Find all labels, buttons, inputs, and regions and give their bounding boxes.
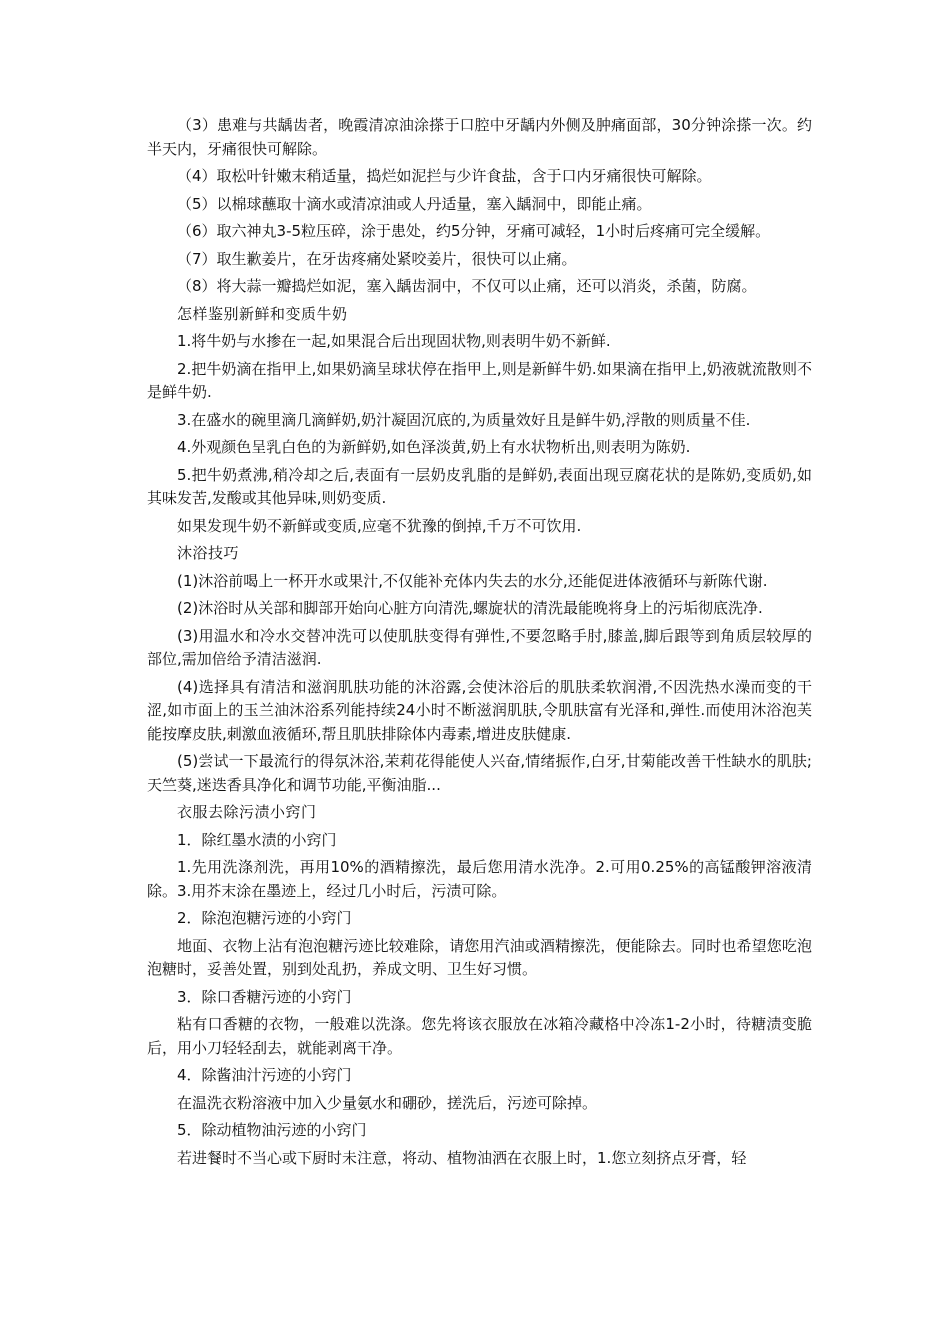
paragraph-milk-2: 2.把牛奶滴在指甲上,如果奶滴呈球状停在指甲上,则是新鲜牛奶.如果滴在指甲上,奶液就流散则不是鲜牛奶. (147, 359, 812, 401)
paragraph-chewing-gum: 粘有口香糖的衣物，一般难以洗涤。您先将该衣服放在冰箱冷藏格中冷冻1-2小时，待糖渍变脆后，用小刀轻轻刮去，就能剥离干净。 (147, 1015, 812, 1057)
paragraph-toothache-3: （3）患难与共龋齿者，晚霞清凉油涂搽于口腔中牙龋内外侧及肿痛面部，30分钟涂搽一次。约半天内，牙痛很快可解除。 (147, 116, 812, 158)
document-page (147, 114, 812, 1174)
paragraph-oil-stain: 若进餐时不当心或下厨时未注意，将动、植物油洒在衣服上时，1.您立刻挤点牙膏，轻 (177, 1148, 747, 1167)
paragraph-toothache-6: （6）取六神丸3-5粒压碎，涂于患处，约5分钟，牙痛可减轻，1小时后疼痛可完全缓解。 (177, 222, 771, 240)
subheading-bubble-gum: 2．除泡泡糖污迹的小窍门 (177, 909, 352, 927)
section-heading-stains: 衣服去除污渍小窍门 (177, 803, 317, 821)
subheading-soy-sauce: 4．除酱油汁污迹的小窍门 (177, 1066, 352, 1084)
subheading-oil-stain: 5．除动植物油污迹的小窍门 (177, 1121, 367, 1139)
paragraph-milk-4: 4.外观颜色呈乳白色的为新鲜奶,如色泽淡黄,奶上有水状物析出,则表明为陈奶. (177, 438, 691, 456)
paragraph-bath-5: (5)尝试一下最流行的得氛沐浴,茉莉花得能使人兴奋,情绪振作,白牙,甘菊能改善干性缺水的肌肤;天竺葵,迷迭香具净化和调节功能,平衡油脂... (147, 752, 812, 794)
paragraph-milk-advice: 如果发现牛奶不新鲜或变质,应毫不犹豫的倒掉,千万不可饮用. (177, 516, 582, 535)
paragraph-red-ink: 1.先用洗涤剂洗，再用10%的酒精擦洗，最后您用清水洗净。2.可用0.25%的高锰酸钾溶液清除。3.用芥末涂在墨迹上，经过几小时后，污渍可除。 (147, 858, 812, 900)
paragraph-bath-2: (2)沐浴时从关部和脚部开始向心脏方向清洗,螺旋状的清洗最能晚将身上的污垢彻底洗净. (177, 599, 763, 617)
paragraph-bath-1: (1)沐浴前喝上一杯开水或果汁,不仅能补充体内失去的水分,还能促进体液循环与新陈代谢. (177, 571, 768, 590)
paragraph-milk-5: 5.把牛奶煮沸,稍冷却之后,表面有一层奶皮乳脂的是鲜奶,表面出现豆腐花状的是陈奶,变质奶,如其味发苦,发酸或其他异味,则奶变质. (147, 465, 812, 507)
paragraph-toothache-4: （4）取松叶针嫩末稍适量，捣烂如泥拦与少许食盐，含于口内牙痛很快可解除。 (177, 167, 712, 185)
paragraph-bath-4: (4)选择具有清洁和滋润肌肤功能的沐浴露,会使沐浴后的肌肤柔软润滑,不因洗热水澡而变的干涩,如市面上的玉兰油沐浴系列能持续24小时不断滋润肌肤,令肌肤富有光泽和,弹性.而使用沐浴泡芙能按摩皮肤,刺激血液循环,帮且肌肤排除体内毒素,增进皮肤健康. (147, 677, 812, 743)
paragraph-toothache-7: （7）取生歉姜片，在牙齿疼痛处紧咬姜片，很快可以止痛。 (177, 249, 577, 268)
section-heading-bath: 沐浴技巧 (177, 544, 240, 562)
section-heading-milk: 怎样鉴别新鲜和变质牛奶 (177, 304, 348, 323)
paragraph-milk-1: 1.将牛奶与水掺在一起,如果混合后出现固状物,则表明牛奶不新鲜. (177, 332, 611, 350)
paragraph-soy-sauce: 在温洗衣粉溶液中加入少量氨水和硼砂，搓洗后，污迹可除掉。 (177, 1093, 598, 1112)
paragraph-toothache-8: （8）将大蒜一瓣捣烂如泥，塞入龋齿洞中，不仅可以止痛，还可以消炎，杀菌，防腐。 (177, 277, 757, 295)
subheading-chewing-gum: 3．除口香糖污迹的小窍门 (177, 987, 352, 1006)
paragraph-bubble-gum: 地面、衣物上沾有泡泡糖污迹比较难除，请您用汽油或酒精擦洗，便能除去。同时也希望您吃泡泡糖时，妥善处置，别到处乱扔，养成文明、卫生好习惯。 (147, 936, 812, 978)
paragraph-milk-3: 3.在盛水的碗里滴几滴鲜奶,奶汁凝固沉底的,为质量效好且是鲜牛奶,浮散的则质量不佳. (177, 410, 751, 429)
paragraph-toothache-5: （5）以棉球蘸取十滴水或清凉油或人丹适量，塞入龋洞中，即能止痛。 (177, 194, 652, 213)
paragraph-bath-3: (3)用温水和冷水交替冲洗可以使肌肤变得有弹性,不要忽略手肘,膝盖,脚后跟等到角质层较厚的部位,需加倍给予清洁滋润. (147, 626, 812, 668)
subheading-red-ink: 1．除红墨水渍的小窍门 (177, 830, 337, 849)
